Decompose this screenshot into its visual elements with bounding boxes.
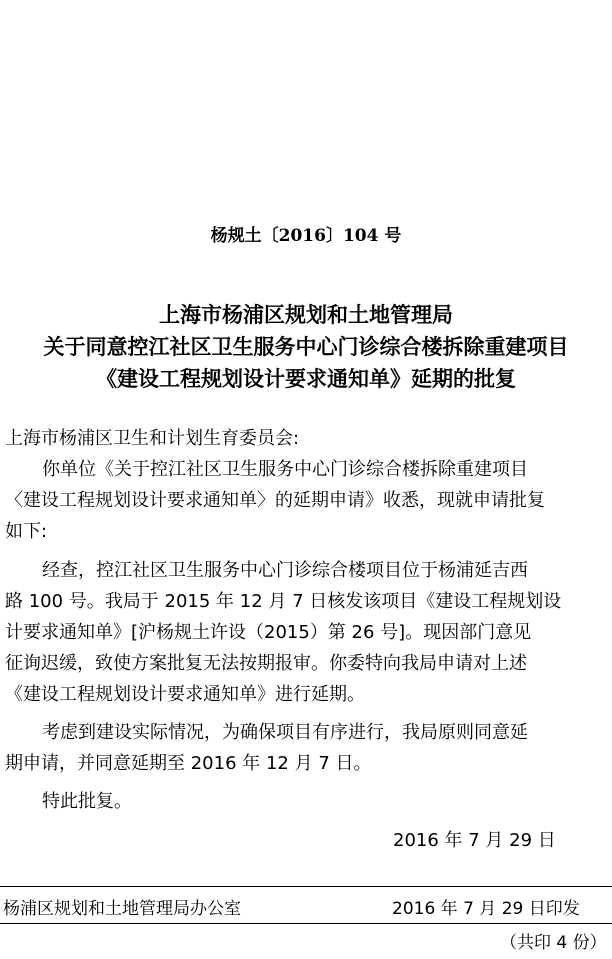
copies-count: （共印 4 份） xyxy=(500,933,607,953)
footer-bottom-rule xyxy=(0,923,612,924)
document-number: 杨规土〔2016〕104 号 xyxy=(210,226,402,246)
paragraph-2-line-5: 《建设工程规划设计要求通知单》进行延期。 xyxy=(5,684,365,705)
footer-issuer: 杨浦区规划和土地管理局办公室 xyxy=(3,899,241,919)
footer-print-date: 2016 年 7 月 29 日印发 xyxy=(392,899,580,919)
title-line-2: 关于同意控江社区卫生服务中心门诊综合楼拆除重建项目 xyxy=(43,334,569,359)
paragraph-2-line-1: 经查，控江社区卫生服务中心门诊综合楼项目位于杨浦延吉西 xyxy=(42,560,528,581)
paragraph-3-line-2: 期申请，并同意延期至 2016 年 12 月 7 日。 xyxy=(5,753,372,774)
title-line-3: 《建设工程规划设计要求通知单》延期的批复 xyxy=(96,366,516,391)
paragraph-2-line-2: 路 100 号。我局于 2015 年 12 月 7 日核发该项目《建设工程规划设 xyxy=(5,591,562,612)
paragraph-1-line-3: 如下: xyxy=(5,521,48,542)
title-line-1: 上海市杨浦区规划和土地管理局 xyxy=(159,302,453,327)
paragraph-1-line-2: 〈建设工程规划设计要求通知单〉的延期申请》收悉，现就申请批复 xyxy=(5,490,545,511)
footer-top-rule xyxy=(0,886,612,887)
closing-line: 特此批复。 xyxy=(42,791,132,812)
paragraph-2-line-4: 征询迟缓，致使方案批复无法按期报审。你委特向我局申请对上述 xyxy=(5,653,527,674)
signature-date: 2016 年 7 月 29 日 xyxy=(393,830,556,851)
paragraph-3-line-1: 考虑到建设实际情况，为确保项目有序进行，我局原则同意延 xyxy=(42,722,528,743)
addressee: 上海市杨浦区卫生和计划生育委员会: xyxy=(5,428,300,449)
paragraph-1-line-1: 你单位《关于控江社区卫生服务中心门诊综合楼拆除重建项目 xyxy=(42,459,528,480)
paragraph-2-line-3: 计要求通知单》[沪杨规土许设（2015）第 26 号]。现因部门意见 xyxy=(5,622,532,643)
